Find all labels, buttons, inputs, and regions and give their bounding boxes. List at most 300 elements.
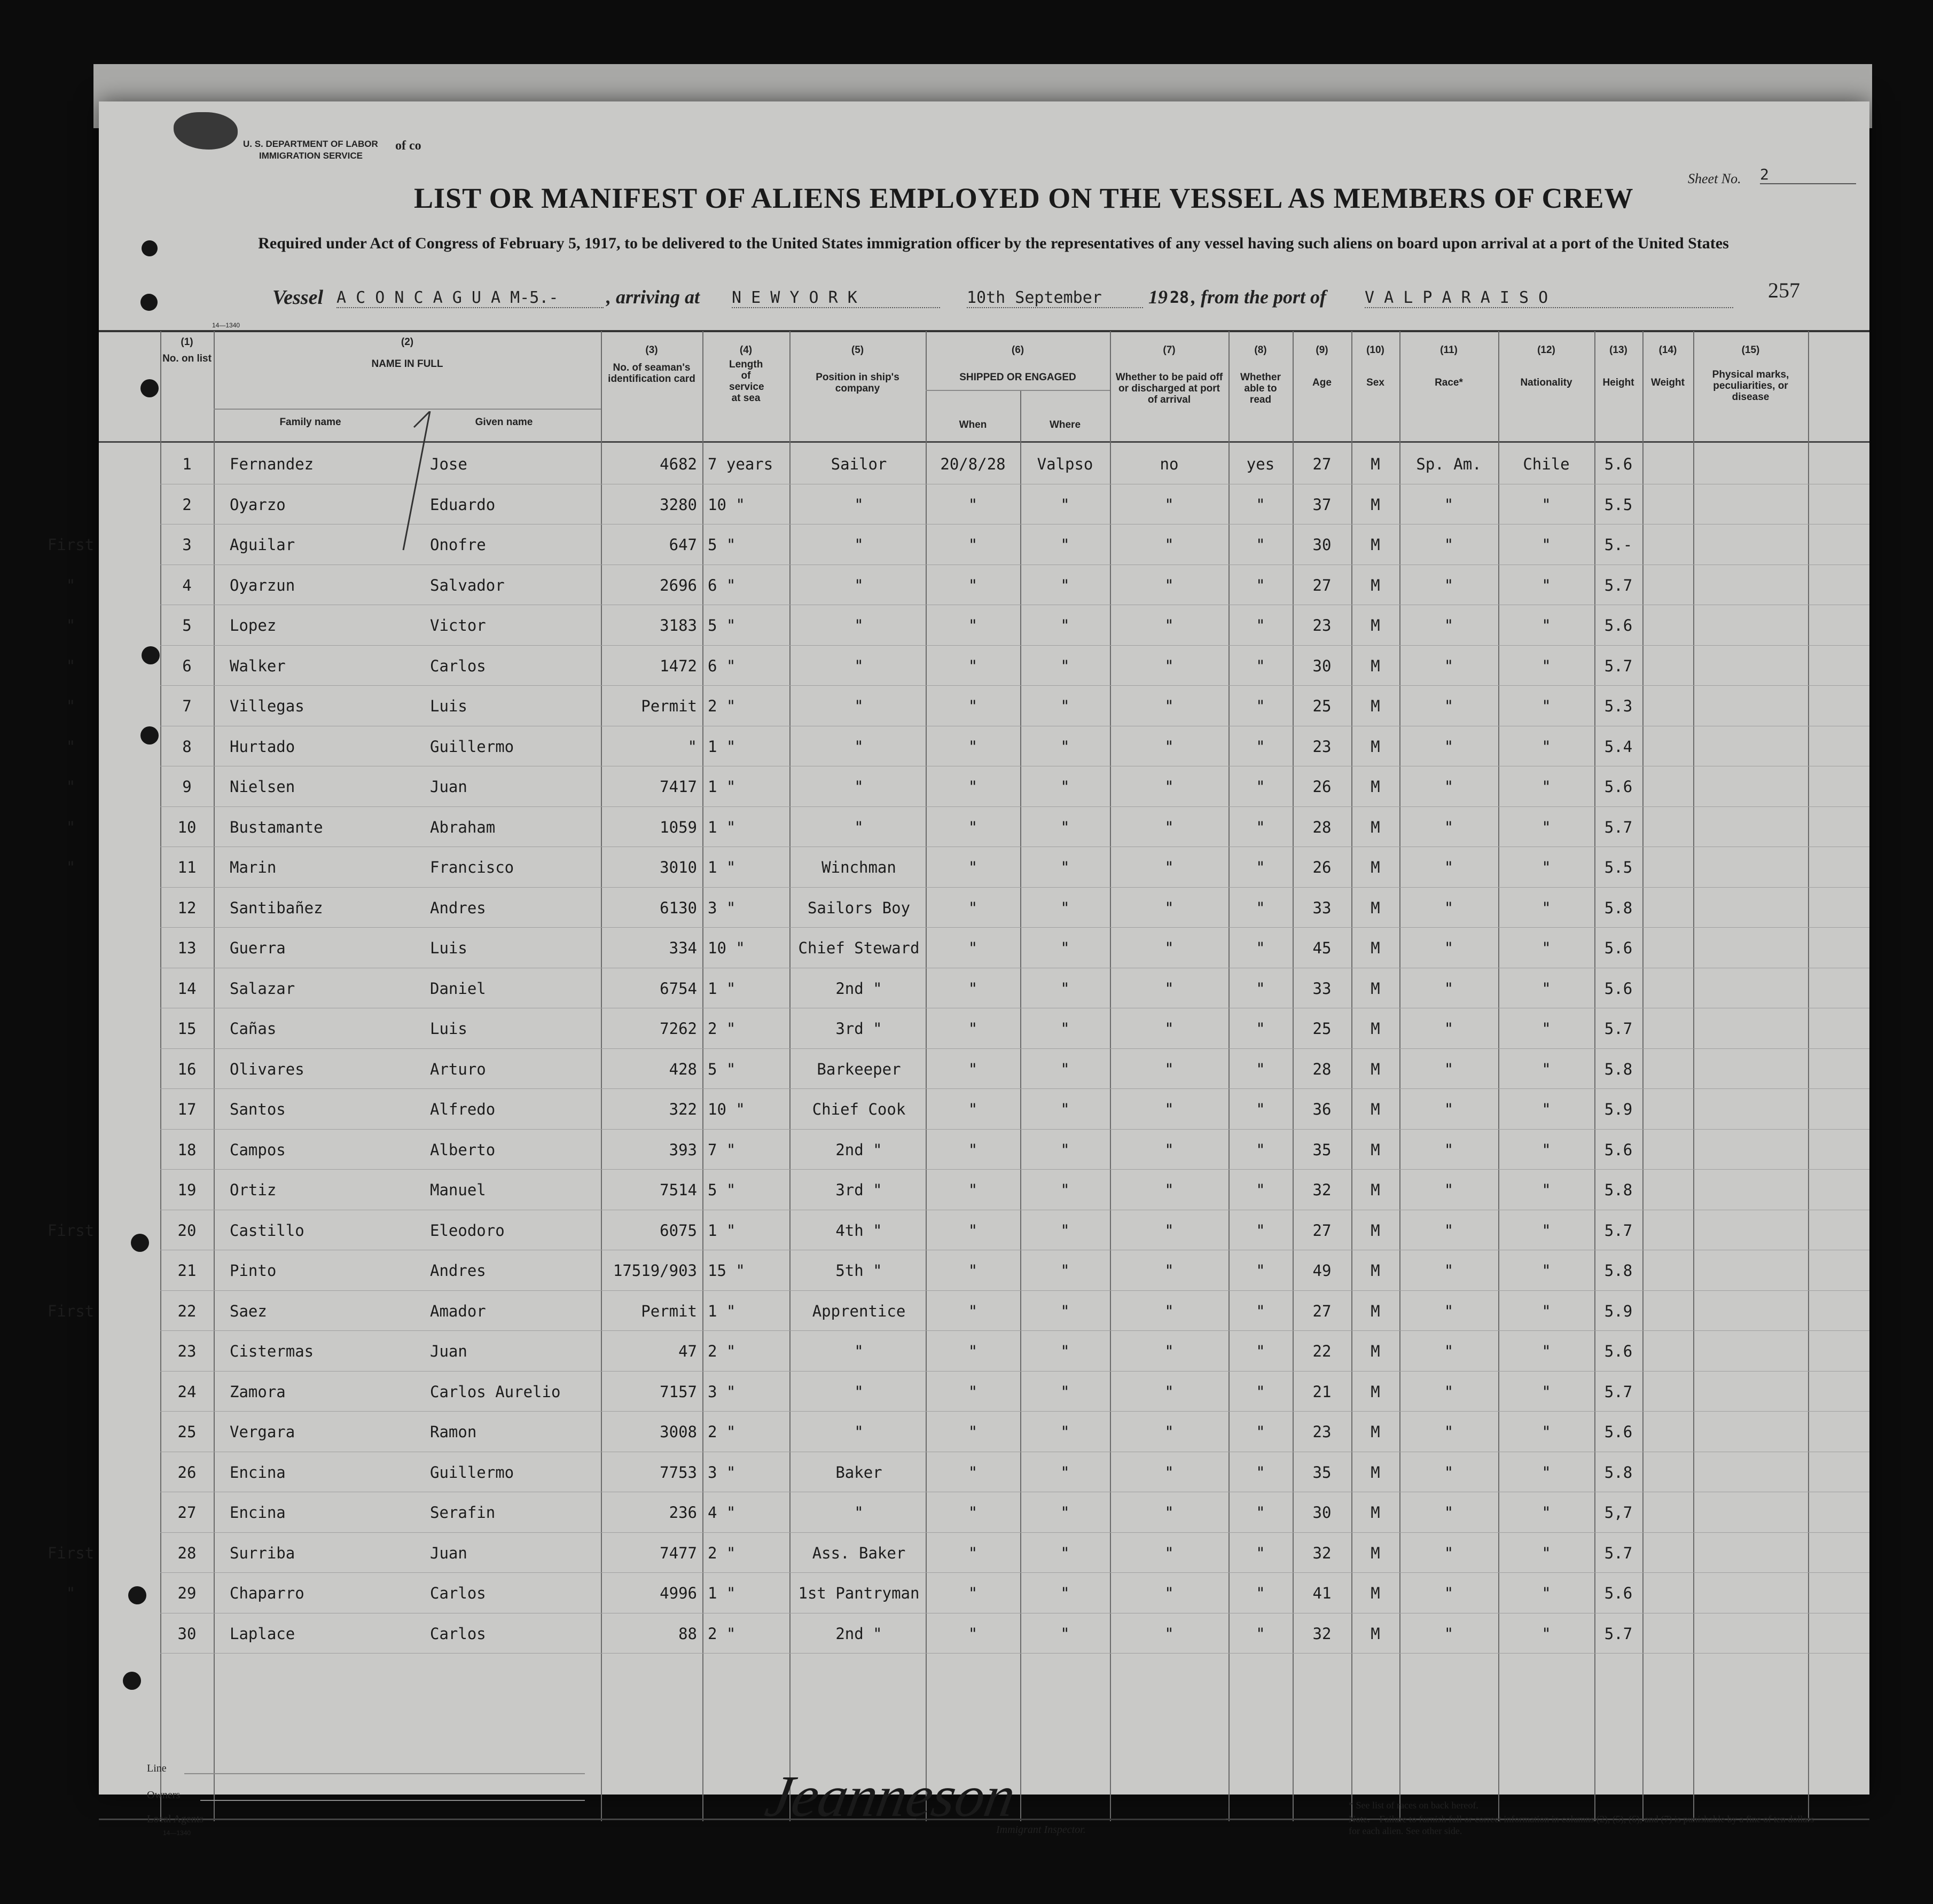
cell-when: " bbox=[968, 979, 978, 998]
cell-no: 20 bbox=[177, 1221, 197, 1240]
cell-card: 7157 bbox=[660, 1382, 697, 1401]
cell-when: " bbox=[968, 898, 978, 917]
cell-height: 5.7 bbox=[1604, 576, 1633, 594]
col7-header: (7) Whether to be paid off or discharged at port of arrival bbox=[1115, 344, 1223, 405]
cell-given: Andres bbox=[430, 898, 486, 917]
col10-header: (10) Sex bbox=[1366, 344, 1384, 388]
cell-sex: M bbox=[1371, 536, 1380, 554]
cell-height: 5.6 bbox=[1604, 616, 1633, 634]
cell-no: 13 bbox=[177, 939, 197, 957]
stamp-partial-text: of co bbox=[395, 139, 421, 153]
cell-sex: M bbox=[1371, 1463, 1380, 1482]
cell-read: " bbox=[1256, 737, 1265, 756]
cell-sex: M bbox=[1371, 1543, 1380, 1562]
cell-read: " bbox=[1256, 697, 1265, 715]
cell-where: " bbox=[1060, 1584, 1070, 1602]
cell-where: " bbox=[1060, 1100, 1070, 1118]
cell-age: 30 bbox=[1312, 1503, 1332, 1522]
cell-paid: " bbox=[1164, 616, 1174, 634]
cell-where: " bbox=[1060, 1221, 1070, 1240]
cell-where: " bbox=[1060, 1342, 1070, 1360]
cell-service: 1 " bbox=[708, 818, 736, 836]
cell-read: " bbox=[1256, 1423, 1265, 1441]
cell-given: Luis bbox=[430, 1020, 467, 1038]
cell-paid: no bbox=[1160, 455, 1179, 473]
cell-margin: " bbox=[66, 737, 76, 756]
given-name-header: Given name bbox=[475, 417, 533, 428]
cell-nationality: " bbox=[1541, 1221, 1551, 1240]
cell-sex: M bbox=[1371, 495, 1380, 514]
cell-card: 6754 bbox=[660, 979, 697, 998]
col3-header: (3) No. of seaman's identification card bbox=[608, 344, 695, 385]
cell-height: 5.- bbox=[1604, 536, 1633, 554]
cell-paid: " bbox=[1164, 1302, 1174, 1320]
cell-family: Salazar bbox=[230, 979, 295, 998]
cell-position: 5th " bbox=[835, 1262, 882, 1280]
cell-sex: M bbox=[1371, 1624, 1380, 1643]
cell-paid: " bbox=[1164, 1584, 1174, 1602]
cell-race: Sp. Am. bbox=[1416, 455, 1482, 473]
cell-height: 5.5 bbox=[1604, 495, 1633, 514]
vessel-line bbox=[272, 278, 1875, 312]
cell-nationality: " bbox=[1541, 737, 1551, 756]
cell-position: Barkeeper bbox=[817, 1060, 901, 1078]
cell-nationality: " bbox=[1541, 1382, 1551, 1401]
cell-given: Onofre bbox=[430, 536, 486, 554]
cell-height: 5.8 bbox=[1604, 1060, 1633, 1078]
cell-margin: " bbox=[66, 616, 76, 634]
cell-card: 334 bbox=[669, 939, 697, 957]
cell-race: " bbox=[1444, 1423, 1454, 1441]
cell-position: " bbox=[854, 1342, 864, 1360]
cell-when: " bbox=[968, 1382, 978, 1401]
cell-read: " bbox=[1256, 939, 1265, 957]
cell-card: 7417 bbox=[660, 778, 697, 796]
cell-age: 26 bbox=[1312, 778, 1332, 796]
footer-owners-label: Owners bbox=[147, 1789, 181, 1801]
cell-where: " bbox=[1060, 656, 1070, 675]
cell-when: " bbox=[968, 858, 978, 876]
cell-card: 6130 bbox=[660, 898, 697, 917]
cell-nationality: " bbox=[1541, 898, 1551, 917]
cell-height: 5.7 bbox=[1604, 656, 1633, 675]
cell-where: " bbox=[1060, 1262, 1070, 1280]
arrival-year: 28 bbox=[1170, 288, 1189, 307]
cell-age: 32 bbox=[1312, 1181, 1332, 1199]
check-marks bbox=[387, 411, 451, 1773]
cell-age: 23 bbox=[1312, 1423, 1332, 1441]
cell-given: Carlos bbox=[430, 1624, 486, 1643]
cell-card: 647 bbox=[669, 536, 697, 554]
cell-height: 5.7 bbox=[1604, 1543, 1633, 1562]
cell-given: Luis bbox=[430, 697, 467, 715]
cell-given: Luis bbox=[430, 939, 467, 957]
cell-race: " bbox=[1444, 939, 1454, 957]
vessel-name: A C O N C A G U A M-5.- bbox=[336, 288, 604, 308]
cell-position: 3rd " bbox=[835, 1020, 882, 1038]
cell-given: Carlos bbox=[430, 656, 486, 675]
cell-card: 3008 bbox=[660, 1423, 697, 1441]
cell-race: " bbox=[1444, 1302, 1454, 1320]
page-number: 257 bbox=[1768, 278, 1800, 302]
cell-given: Salvador bbox=[430, 576, 505, 594]
cell-family: Encina bbox=[230, 1503, 286, 1522]
cell-when: " bbox=[968, 1140, 978, 1159]
cell-service: 1 " bbox=[708, 1302, 736, 1320]
cell-where: " bbox=[1060, 1181, 1070, 1199]
cell-nationality: " bbox=[1541, 616, 1551, 634]
footer-note: Note.—Failure to furnish full or correct information in columns (2), (5), (6), and (7) is punishable by a fine of ten dollars for each alien. See other side. bbox=[1349, 1814, 1814, 1836]
cell-no: 2 bbox=[182, 495, 192, 514]
cell-read: " bbox=[1256, 1503, 1265, 1522]
cell-sex: M bbox=[1371, 455, 1380, 473]
cell-given: Eleodoro bbox=[430, 1221, 505, 1240]
cell-race: " bbox=[1444, 1584, 1454, 1602]
cell-nationality: " bbox=[1541, 1342, 1551, 1360]
cell-race: " bbox=[1444, 1140, 1454, 1159]
cell-family: Campos bbox=[230, 1140, 286, 1159]
cell-read: " bbox=[1256, 536, 1265, 554]
cell-service: 5 " bbox=[708, 1181, 736, 1199]
cell-nationality: " bbox=[1541, 1543, 1551, 1562]
cell-no: 18 bbox=[177, 1140, 197, 1159]
cell-card: 7753 bbox=[660, 1463, 697, 1482]
cell-family: Aguilar bbox=[230, 536, 295, 554]
cell-height: 5.6 bbox=[1604, 939, 1633, 957]
cell-given: Abraham bbox=[430, 818, 496, 836]
cell-paid: " bbox=[1164, 979, 1174, 998]
cell-nationality: " bbox=[1541, 939, 1551, 957]
cell-height: 5.9 bbox=[1604, 1302, 1633, 1320]
cell-paid: " bbox=[1164, 1624, 1174, 1643]
cell-position: Apprentice bbox=[812, 1302, 906, 1320]
cell-card: Permit bbox=[641, 697, 697, 715]
cell-given: Guillermo bbox=[430, 1463, 514, 1482]
cell-card: 88 bbox=[678, 1624, 697, 1643]
cell-position: " bbox=[854, 737, 864, 756]
cell-margin: First bbox=[47, 1302, 95, 1320]
cell-card: 428 bbox=[669, 1060, 697, 1078]
cell-no: 25 bbox=[177, 1423, 197, 1441]
cell-age: 28 bbox=[1312, 818, 1332, 836]
cell-family: Cistermas bbox=[230, 1342, 314, 1360]
cell-service: 7 years bbox=[708, 455, 773, 473]
cell-paid: " bbox=[1164, 858, 1174, 876]
cell-age: 27 bbox=[1312, 455, 1332, 473]
cell-when: " bbox=[968, 656, 978, 675]
cell-card: 7262 bbox=[660, 1020, 697, 1038]
cell-no: 24 bbox=[177, 1382, 197, 1401]
cell-height: 5.6 bbox=[1604, 1584, 1633, 1602]
sheet-number: 2 bbox=[1760, 166, 1856, 184]
cell-race: " bbox=[1444, 858, 1454, 876]
cell-paid: " bbox=[1164, 1342, 1174, 1360]
cell-no: 11 bbox=[177, 858, 197, 876]
cell-read: " bbox=[1256, 1100, 1265, 1118]
cell-no: 4 bbox=[182, 576, 192, 594]
cell-given: Carlos bbox=[430, 1584, 486, 1602]
cell-given: Victor bbox=[430, 616, 486, 634]
cell-age: 25 bbox=[1312, 1020, 1332, 1038]
col9-header: (9) Age bbox=[1312, 344, 1332, 388]
cell-card: 17519/903 bbox=[613, 1262, 697, 1280]
cell-sex: M bbox=[1371, 737, 1380, 756]
cell-when: " bbox=[968, 1060, 978, 1078]
cell-margin: " bbox=[66, 858, 76, 876]
cell-nationality: " bbox=[1541, 1262, 1551, 1280]
cell-paid: " bbox=[1164, 1020, 1174, 1038]
cell-when: " bbox=[968, 616, 978, 634]
cell-margin: First bbox=[47, 1543, 95, 1562]
cell-where: " bbox=[1060, 1463, 1070, 1482]
cell-paid: " bbox=[1164, 778, 1174, 796]
inspector-label: Immigrant Inspector. bbox=[996, 1824, 1086, 1836]
cell-read: " bbox=[1256, 818, 1265, 836]
cell-read: " bbox=[1256, 1020, 1265, 1038]
cell-sex: M bbox=[1371, 697, 1380, 715]
cell-no: 8 bbox=[182, 737, 192, 756]
cell-height: 5.8 bbox=[1604, 1262, 1633, 1280]
footer-line-label: Line bbox=[147, 1762, 167, 1774]
cell-card: 393 bbox=[669, 1140, 697, 1159]
cell-read: yes bbox=[1246, 455, 1275, 473]
cell-paid: " bbox=[1164, 697, 1174, 715]
cell-no: 15 bbox=[177, 1020, 197, 1038]
cell-where: " bbox=[1060, 1543, 1070, 1562]
cell-height: 5,7 bbox=[1604, 1503, 1633, 1522]
cell-age: 49 bbox=[1312, 1262, 1332, 1280]
cell-nationality: " bbox=[1541, 1140, 1551, 1159]
cell-race: " bbox=[1444, 1262, 1454, 1280]
punch-hole bbox=[123, 1672, 141, 1690]
cell-read: " bbox=[1256, 1302, 1265, 1320]
col1-header: (1) No. on list bbox=[162, 336, 212, 364]
cell-race: " bbox=[1444, 979, 1454, 998]
cell-sex: M bbox=[1371, 1503, 1380, 1522]
cell-age: 35 bbox=[1312, 1140, 1332, 1159]
cell-given: Alfredo bbox=[430, 1100, 496, 1118]
cell-paid: " bbox=[1164, 495, 1174, 514]
cell-nationality: " bbox=[1541, 778, 1551, 796]
cell-no: 28 bbox=[177, 1543, 197, 1562]
cell-height: 5.6 bbox=[1604, 1423, 1633, 1441]
punch-hole bbox=[140, 379, 159, 397]
cell-nationality: " bbox=[1541, 1584, 1551, 1602]
cell-race: " bbox=[1444, 616, 1454, 634]
cell-where: " bbox=[1060, 616, 1070, 634]
cell-position: " bbox=[854, 536, 864, 554]
footer-form-code: 14—1340 bbox=[163, 1829, 191, 1837]
cell-race: " bbox=[1444, 1382, 1454, 1401]
cell-family: Villegas bbox=[230, 697, 304, 715]
cell-age: 35 bbox=[1312, 1463, 1332, 1482]
cell-race: " bbox=[1444, 737, 1454, 756]
cell-sex: M bbox=[1371, 1342, 1380, 1360]
cell-when: " bbox=[968, 1100, 978, 1118]
cell-paid: " bbox=[1164, 1221, 1174, 1240]
cell-position: Baker bbox=[835, 1463, 882, 1482]
cell-where: " bbox=[1060, 495, 1070, 514]
col2-header: (2) NAME IN FULL bbox=[371, 336, 443, 370]
cell-given: Ramon bbox=[430, 1423, 477, 1441]
cell-card: 3280 bbox=[660, 495, 697, 514]
cell-where: " bbox=[1060, 697, 1070, 715]
cell-nationality: " bbox=[1541, 1624, 1551, 1643]
cell-read: " bbox=[1256, 778, 1265, 796]
cell-given: Manuel bbox=[430, 1181, 486, 1199]
cell-race: " bbox=[1444, 898, 1454, 917]
cell-read: " bbox=[1256, 1624, 1265, 1643]
cell-read: " bbox=[1256, 1342, 1265, 1360]
manifest-sheet bbox=[47, 101, 1869, 1837]
cell-family: Surriba bbox=[230, 1543, 295, 1562]
cell-height: 5.4 bbox=[1604, 737, 1633, 756]
cell-race: " bbox=[1444, 495, 1454, 514]
cell-no: 23 bbox=[177, 1342, 197, 1360]
cell-paid: " bbox=[1164, 818, 1174, 836]
cell-when: " bbox=[968, 939, 978, 957]
cell-family: Lopez bbox=[230, 616, 277, 634]
cell-nationality: " bbox=[1541, 1463, 1551, 1482]
cell-no: 3 bbox=[182, 536, 192, 554]
cell-nationality: " bbox=[1541, 1020, 1551, 1038]
cell-paid: " bbox=[1164, 1140, 1174, 1159]
cell-race: " bbox=[1444, 778, 1454, 796]
cell-position: " bbox=[854, 1382, 864, 1401]
cell-no: 14 bbox=[177, 979, 197, 998]
cell-height: 5.5 bbox=[1604, 858, 1633, 876]
cell-when: " bbox=[968, 1262, 978, 1280]
cell-where: " bbox=[1060, 1302, 1070, 1320]
cell-age: 27 bbox=[1312, 1221, 1332, 1240]
cell-race: " bbox=[1444, 1543, 1454, 1562]
cell-height: 5.6 bbox=[1604, 979, 1633, 998]
cell-no: 22 bbox=[177, 1302, 197, 1320]
cell-sex: M bbox=[1371, 1382, 1380, 1401]
cell-card: 2696 bbox=[660, 576, 697, 594]
cell-service: 1 " bbox=[708, 1221, 736, 1240]
cell-where: " bbox=[1060, 1060, 1070, 1078]
cell-when: " bbox=[968, 737, 978, 756]
cell-paid: " bbox=[1164, 536, 1174, 554]
cell-read: " bbox=[1256, 898, 1265, 917]
cell-when: " bbox=[968, 1020, 978, 1038]
col6-header: (6) SHIPPED OR ENGAGED bbox=[959, 344, 1076, 383]
cell-service: 6 " bbox=[708, 656, 736, 675]
cell-position: Chief Steward bbox=[798, 939, 920, 957]
cell-nationality: " bbox=[1541, 576, 1551, 594]
cell-no: 5 bbox=[182, 616, 192, 634]
cell-position: Winchman bbox=[821, 858, 896, 876]
cell-age: 36 bbox=[1312, 1100, 1332, 1118]
cell-race: " bbox=[1444, 576, 1454, 594]
cell-service: 2 " bbox=[708, 1624, 736, 1643]
cell-where: " bbox=[1060, 1503, 1070, 1522]
page-title: LIST OR MANIFEST OF ALIENS EMPLOYED ON THE VESSEL AS MEMBERS OF CREW bbox=[414, 182, 1634, 214]
cell-race: " bbox=[1444, 1181, 1454, 1199]
cell-service: 5 " bbox=[708, 1060, 736, 1078]
cell-family: Nielsen bbox=[230, 778, 295, 796]
cell-race: " bbox=[1444, 1100, 1454, 1118]
cell-nationality: " bbox=[1541, 697, 1551, 715]
cell-service: 15 " bbox=[708, 1262, 745, 1280]
cell-when: " bbox=[968, 697, 978, 715]
cell-no: 17 bbox=[177, 1100, 197, 1118]
footer-races-note: * See list of races on back hereof. bbox=[1349, 1800, 1478, 1811]
cell-service: 6 " bbox=[708, 576, 736, 594]
cell-position: " bbox=[854, 576, 864, 594]
cell-service: 1 " bbox=[708, 979, 736, 998]
cell-where: " bbox=[1060, 818, 1070, 836]
cell-position: 2nd " bbox=[835, 979, 882, 998]
cell-no: 21 bbox=[177, 1262, 197, 1280]
cell-given: Serafin bbox=[430, 1503, 496, 1522]
cell-height: 5.7 bbox=[1604, 1624, 1633, 1643]
cell-where: " bbox=[1060, 1624, 1070, 1643]
cell-service: 2 " bbox=[708, 1020, 736, 1038]
cell-age: 21 bbox=[1312, 1382, 1332, 1401]
cell-nationality: " bbox=[1541, 495, 1551, 514]
cell-height: 5.3 bbox=[1604, 697, 1633, 715]
cell-when: " bbox=[968, 1181, 978, 1199]
cell-card: Permit bbox=[641, 1302, 697, 1320]
cell-given: Arturo bbox=[430, 1060, 486, 1078]
cell-where: " bbox=[1060, 979, 1070, 998]
cell-where: " bbox=[1060, 1020, 1070, 1038]
cell-age: 25 bbox=[1312, 697, 1332, 715]
cell-height: 5.8 bbox=[1604, 898, 1633, 917]
cell-where: " bbox=[1060, 576, 1070, 594]
cell-nationality: " bbox=[1541, 818, 1551, 836]
cell-paid: " bbox=[1164, 1503, 1174, 1522]
cell-margin: " bbox=[66, 1584, 76, 1602]
cell-where: " bbox=[1060, 1382, 1070, 1401]
col12-header: (12) Nationality bbox=[1520, 344, 1572, 388]
cell-service: 10 " bbox=[708, 495, 745, 514]
cell-position: " bbox=[854, 778, 864, 796]
cell-when: " bbox=[968, 576, 978, 594]
cell-paid: " bbox=[1164, 1382, 1174, 1401]
cell-race: " bbox=[1444, 1342, 1454, 1360]
cell-height: 5.7 bbox=[1604, 818, 1633, 836]
cell-height: 5.6 bbox=[1604, 455, 1633, 473]
cell-no: 12 bbox=[177, 898, 197, 917]
cell-position: 2nd " bbox=[835, 1624, 882, 1643]
cell-service: 7 " bbox=[708, 1140, 736, 1159]
cell-position: " bbox=[854, 818, 864, 836]
cell-sex: M bbox=[1371, 1302, 1380, 1320]
cell-where: " bbox=[1060, 898, 1070, 917]
from-port-label: , from the port of bbox=[1191, 286, 1327, 308]
cell-when: 20/8/28 bbox=[940, 455, 1006, 473]
page-subtitle: Required under Act of Congress of February 5, 1917, to be delivered to the United States immigration officer by the representatives of any vessel having such aliens on board upon arrival at a port of the United States bbox=[258, 234, 1729, 252]
cell-position: Sailor bbox=[831, 455, 887, 473]
cell-when: " bbox=[968, 1302, 978, 1320]
cell-position: " bbox=[854, 616, 864, 634]
cell-when: " bbox=[968, 1503, 978, 1522]
cell-given: Andres bbox=[430, 1262, 486, 1280]
cell-read: " bbox=[1256, 656, 1265, 675]
cell-sex: M bbox=[1371, 616, 1380, 634]
cell-age: 32 bbox=[1312, 1543, 1332, 1562]
punch-hole bbox=[131, 1234, 149, 1252]
cell-race: " bbox=[1444, 697, 1454, 715]
cell-no: 26 bbox=[177, 1463, 197, 1482]
cell-nationality: " bbox=[1541, 1503, 1551, 1522]
col11-header: (11) Race* bbox=[1435, 344, 1463, 388]
form-code: 14—1340 bbox=[212, 322, 240, 329]
cell-when: " bbox=[968, 1221, 978, 1240]
